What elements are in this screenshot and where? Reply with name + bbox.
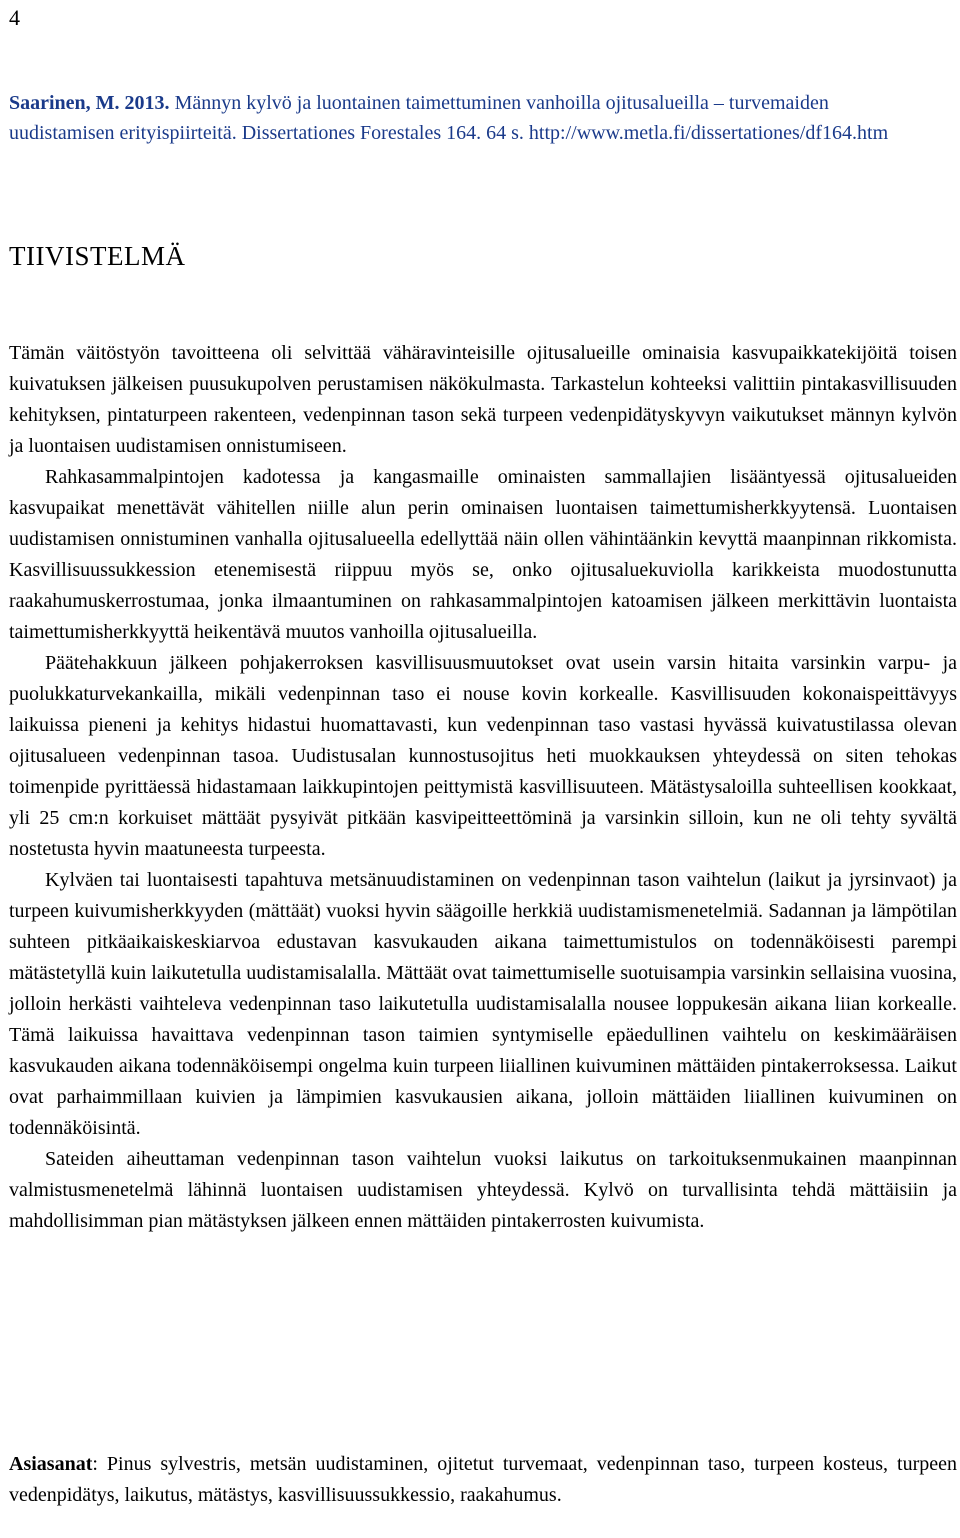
citation bbox=[9, 88, 939, 148]
paragraph: Rahkasammalpintojen kadotessa ja kangasmaille ominaisten sammallajien lisääntyessä ojitusalueiden kasvupaikat menettävät vähitellen niille alun perin ominaisen luontaisen taimettumisherkkyytensä. Luontaisen uudistamisen onnistuminen vanhalla ojitusalueella edellyttää näin ollen vähintäänkin kevyttä maanpinnan rikkomista. Kasvillisuussukkession etenemisestä riippuu myös se, onko ojitusaluekuviolla karikkeista muodostunutta raakahumuskerrostumaa, jonka ilmaantuminen on rahkasammalpintojen katoamisen jälkeen merkittävin luontaista taimettumisherkkyyttä heikentävä muutos vanhoilla ojitusalueilla. bbox=[9, 466, 957, 643]
paragraph: Kylväen tai luontaisesti tapahtuva metsänuudistaminen on vedenpinnan tason vaihtelun (laikut ja jyrsinvaot) ja turpeen kuivumisherkkyyden (mättäät) vuoksi hyvin säägoille herkkiä uudistamismenetelmiä. Sadannan ja lämpötilan suhteen pitkäaikaiskeskiarvoa edustavan kasvukauden aikana taimettumistulos on todennäköisesti parempi mätästetyllä kuin laikutetulla uudistamisalalla. Mättäät ovat taimettumiselle suotuisampia varsinkin sellaisina vuosina, jolloin herkästi vaihteleva vedenpinnan taso laikutetulla uudistamisalalla nousee loppukesän aikana liian korkealle. Tämä laikuissa havaittava vedenpinnan tason taimien syntymiselle epäedullinen vaihtelu on keskimääräisen kasvukauden aikana todennäköisempi ongelma kuin turpeen liiallinen kuivuminen mättäiden pintakerroksessa. Laikut ovat parhaimmillaan kuivien ja lämpimien kasvukausien aikana, jolloin mättäiden liiallinen kuivuminen on todennäköisintä. bbox=[9, 869, 957, 1139]
paragraph: Sateiden aiheuttaman vedenpinnan tason vaihtelun vuoksi laikutus on tarkoituksenmukainen maanpinnan valmistusmenetelmä lähinnä luontaisen uudistamisen yhteydessä. Kylvö on turvallisinta tehdä mättäisiin ja mahdollisimman pian mätästyksen jälkeen ennen mättäiden pintakerrosten kuivumista. bbox=[9, 1148, 957, 1232]
citation-text: Männyn kylvö ja luontainen taimettuminen vanhoilla ojitusalueilla – turvemaiden uudistamisen erityispiirteitä. Dissertationes Forestales 164. 64 s. http://www.metla.fi/dissertationes/df164.htm bbox=[9, 92, 889, 144]
page-number: 4 bbox=[9, 5, 20, 30]
keywords-text: : Pinus sylvestris, metsän uudistaminen, ojitetut turvemaat, vedenpinnan taso, turpeen kosteus, turpeen vedenpidätys, laikutus, mätästys, kasvillisuussukkessio, raakahumus. bbox=[9, 1453, 957, 1506]
keywords bbox=[9, 1449, 957, 1511]
citation-author: Saarinen, M. 2013. bbox=[9, 92, 170, 114]
paragraph: Päätehakkuun jälkeen pohjakerroksen kasvillisuusmuutokset ovat usein varsin hitaita varsinkin varpu- ja puolukkaturvekankailla, mikäli vedenpinnan taso ei nouse kovin korkealle. Kasvillisuuden kokonaispeittävyys laikuissa pieneni ja kehitys hidastui huomattavasti, kun vedenpinnan taso vastasi hyvässä kuivatustilassa olevan ojitusalueen vedenpinnan tasoa. Uudistusalan kunnostusojitus heti muokkauksen yhteydessä on siten tehokas toimenpide pyrittäessä hidastamaan laikkupintojen peittymistä kasvillisuuteen. Mätästysaloilla suhteellisen kookkaat, yli 25 cm:n korkuiset mättäät pysyivät pitkään kasvipeitteettöminä ja varsinkin silloin, kun ne oli tehty syvältä nostetusta hyvin maatuneesta turpeesta. bbox=[9, 652, 957, 860]
abstract-body bbox=[9, 338, 957, 1237]
paragraph: Tämän väitöstyön tavoitteena oli selvittää vähäravinteisille ojitusalueille ominaisia kasvupaikkatekijöitä toisen kuivatuksen jälkeisen puusukupolven perustamisen näkökulmasta. Tarkastelun kohteeksi valittiin pintakasvillisuuden kehityksen, pintaturpeen rakenteen, vedenpinnan tason sekä turpeen vedenpidätyskyvyn vaikutukset männyn kylvön ja luontaisen uudistamisen onnistumiseen. bbox=[9, 342, 957, 457]
keywords-label: Asiasanat bbox=[9, 1453, 93, 1475]
section-heading: TIIVISTELMÄ bbox=[9, 241, 186, 271]
